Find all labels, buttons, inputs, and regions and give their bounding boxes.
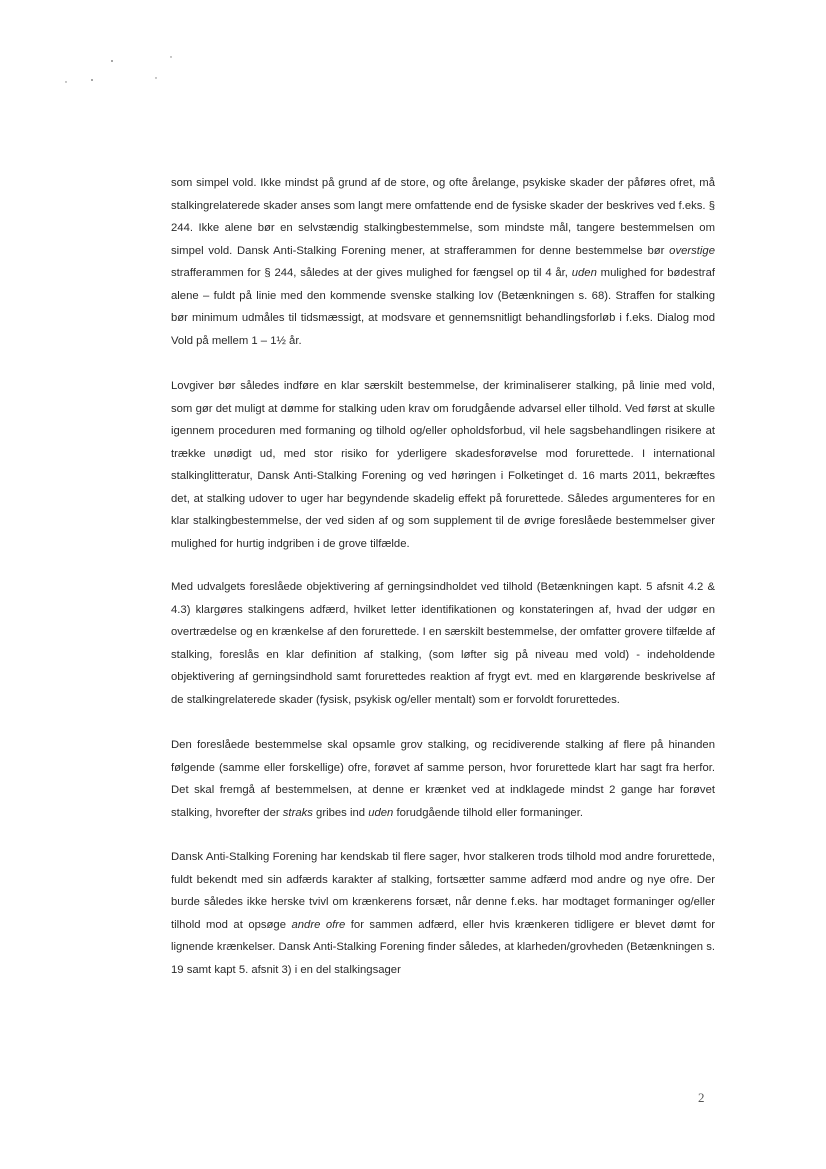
text-run: Den foreslåede bestemmelse skal opsamle grov stalking, og recidiverende stalking af flere på hinanden følgende (samme eller forskellige) ofre, forøvet af samme person, hvor forurettede klart har sagt fra herfor. Det skal fremgå af bestemmelsen, at denne er krænket ved at indklagede mindst 2 gange har forøvet stalking, hvorefter der [171,739,715,819]
text-run: Med udvalgets foreslåede objektivering af gerningsindholdet ved tilhold (Betænkningen kapt. 5 afsnit 4.2 & 4.3) klargøres stalkingens adfærd, hvilket letter identifikationen og konstateringen af, hvad der udgør en overtrædelse og en krænkelse af den forurettede. I en særskilt bestemmelse, der omfatter grovere tilfælde af stalking, foreslås en klar definition af stalking, (som løfter sig på niveau med vold) - indeholdende objektivering af gerningsindhold samt forurettedes reaktion af frygt evt. med en klargørende beskrivelse af de stalkingrelaterede skader (fysisk, psykisk og/eller mentalt) som er forvoldt forurettedes. [171,581,715,706]
text-run: Lovgiver bør således indføre en klar særskilt bestemmelse, der kriminaliserer stalking, på linie med vold, som gør det muligt at dømme for stalking uden krav om forudgående advarsel eller tilhold. Ved først at skulle igennem proceduren med formaning og tilhold og/eller opholdsforbud, vil hele sagsbehandlingen risikere at trække unødigt ud, med stor risiko for yderligere skadesforøvelse mod forurettede. I international stalkinglitteratur, Dansk Anti-Stalking Forening og ved høringen i Folketinget d. 16 marts 2011, bekræftes det, at stalking udover to uger har begyndende skadelig effekt på forurettede. Således argumenteres for en klar stalkingbestemmelse, der ved siden af og som supplement til de øvrige foreslåede bestemmelser giver mulighed for hurtig indgriben i de grove tilfælde. [171,380,715,550]
text-run: forudgående tilhold eller formaninger. [393,806,583,819]
emphasized-text: straks [282,806,313,819]
emphasized-text: uden [368,806,394,819]
text-run: for sammen adfærd, eller hvis krænkeren tidligere er blevet dømt for lignende krænkelser. Dansk Anti-Stalking Forening finder således, at klarheden/grovheden (Betænkningen s. 19 samt kapt 5. afsnit 3) i en del stalkingsager [171,918,716,976]
paragraph [171,734,715,824]
paragraph [171,576,715,711]
scan-specks [0,0,826,120]
text-run: som simpel vold. Ikke mindst på grund af de store, og ofte årelange, psykiske skader der påføres ofret, må stalkingrelaterede skader anses som langt mere omfattende end de fysiske skader der beskrives ved f.eks. § 244. Ikke alene bør en selvstændig stalkingbestemmelse, som mindste mål, tangere bestemmelsen om simpel vold. Dansk Anti-Stalking Forening mener, at strafferammen for denne bestemmelse bør [171,177,715,257]
text-run: strafferammen for § 244, således at der gives mulighed for fængsel op til 4 år, [171,267,572,279]
text-run: gribes ind [312,806,369,819]
document-body [171,172,715,1001]
emphasized-text: uden [571,267,597,279]
emphasized-text: andre ofre [291,918,346,931]
text-run: mulighed for bødestraf alene – fuldt på linie med den kommende svenske stalking lov (Betænkningen s. 68). Straffen for stalking bør minimum udmåles til tidsmæssigt, at modsvare et gennemsnitligt behandlingsforløb i f.eks. Dialog mod Vold på mellem 1 – 1½ år. [171,267,715,347]
emphasized-text: overstige [669,244,715,257]
paragraph [171,375,715,555]
page-number: 2 [698,1090,705,1105]
paragraph [171,846,715,981]
paragraph [171,172,715,352]
text-run: Dansk Anti-Stalking Forening har kendskab til flere sager, hvor stalkeren trods tilhold mod andre forurettede, fuldt bekendt med sin adfærds karakter af stalking, fortsætter samme adfærd mod andre og nye ofre. Der burde således ikke herske tvivl om krænkerens forsæt, når denne f.eks. har modtaget formaninger og/eller tilhold mod at opsøge [171,851,715,931]
